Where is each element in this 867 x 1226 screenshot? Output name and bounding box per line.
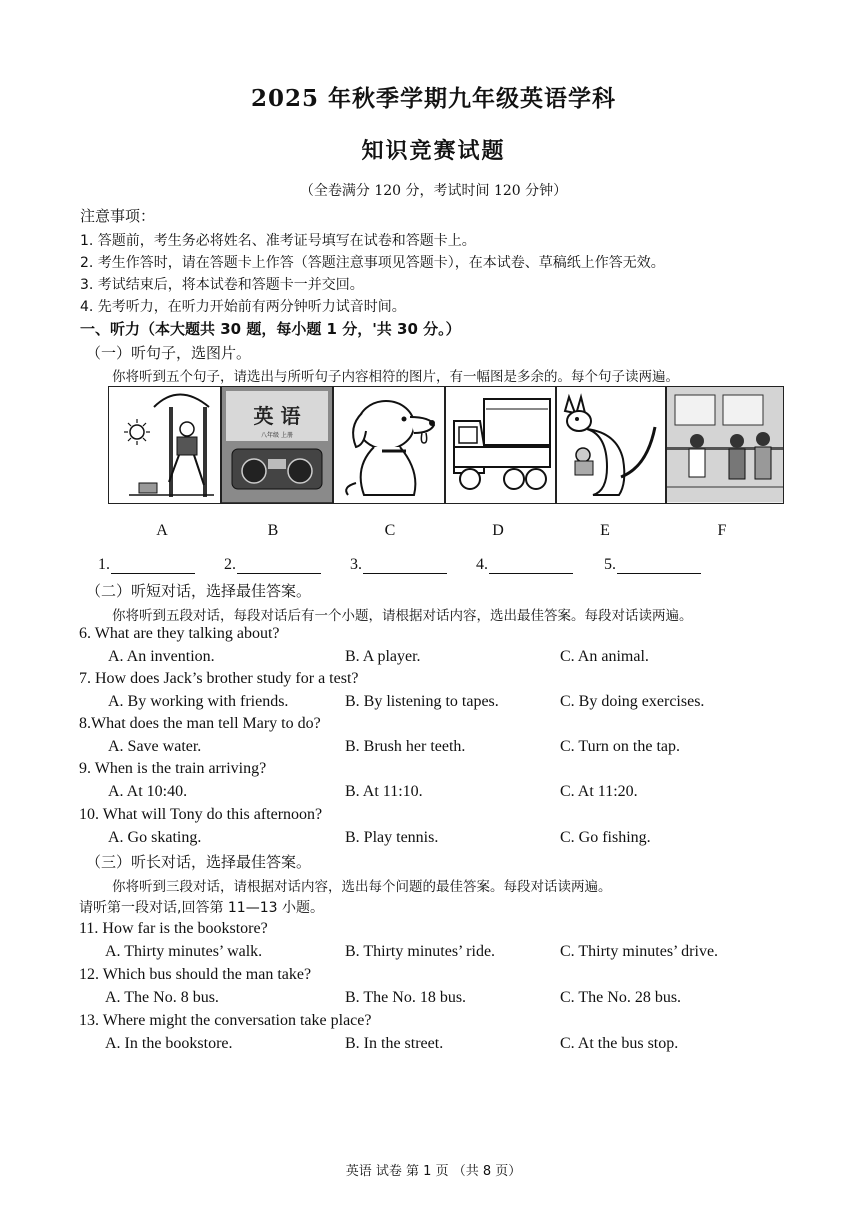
picture-b <box>221 386 333 504</box>
people-queueing-picture <box>667 387 783 502</box>
truck-picture <box>446 387 556 502</box>
question-7: 7. How does Jack’s brother study for a test? <box>79 670 359 687</box>
blank-line <box>489 559 573 574</box>
answer-blank-2[interactable] <box>224 556 321 574</box>
question-13: 13. Where might the conversation take place? <box>79 1012 372 1029</box>
exam-subtitle-title: 知识竞赛试题 <box>361 138 506 164</box>
option-11c[interactable]: C. Thirty minutes’ drive. <box>560 943 719 960</box>
person-sunbathing-picture <box>109 387 219 502</box>
note-item: 3. 考试结束后，将本试卷和答题卡一并交回。 <box>80 277 364 293</box>
answer-blank-4[interactable] <box>476 556 573 574</box>
question-8: 8.What does the man tell Mary to do? <box>79 715 321 732</box>
blank-number: 3. <box>350 556 362 573</box>
option-6c[interactable]: C. An animal. <box>560 648 649 665</box>
option-8a[interactable]: A. Save water. <box>108 738 202 755</box>
option-8b[interactable]: B. Brush her teeth. <box>345 738 466 755</box>
option-8c[interactable]: C. Turn on the tap. <box>560 738 681 755</box>
question-10: 10. What will Tony do this afternoon? <box>79 806 323 823</box>
part2-heading: （二）听短对话，选择最佳答案。 <box>86 582 312 600</box>
picture-d <box>445 386 556 504</box>
option-13b[interactable]: B. In the street. <box>345 1035 444 1052</box>
note-item: 1. 答题前，考生务必将姓名、准考证号填写在试卷和答题卡上。 <box>80 233 476 249</box>
blank-number: 5. <box>604 556 616 573</box>
answer-blank-5[interactable] <box>604 556 701 574</box>
picture-c <box>333 386 445 504</box>
blank-line <box>237 559 321 574</box>
page-footer: 英语 试卷 第 1 页 （共 8 页） <box>345 1164 522 1179</box>
textbook-title: 英 语 <box>253 404 301 428</box>
section-heading: 一、听力（本大题共 30 题，每小题 1 分，'共 30 分。） <box>80 320 461 338</box>
note-item: 4. 先考听力，在听力开始前有两分钟听力试音时间。 <box>80 299 406 315</box>
option-6b[interactable]: B. A player. <box>345 648 421 665</box>
blank-number: 4. <box>476 556 488 573</box>
picture-label-b: B <box>267 522 279 539</box>
option-13c[interactable]: C. At the bus stop. <box>560 1035 679 1052</box>
picture-label-e: E <box>600 522 610 539</box>
answer-blank-1[interactable] <box>98 556 195 574</box>
option-11a[interactable]: A. Thirty minutes’ walk. <box>105 943 263 960</box>
option-12a[interactable]: A. The No. 8 bus. <box>105 989 219 1006</box>
exam-title: 2025 年秋季学期九年级英语学科 <box>250 85 617 112</box>
note-item: 2. 考生作答时，请在答题卡上作答（答题注意事项见答题卡），在本试卷、草稿纸上作答无效。 <box>80 255 665 271</box>
blank-line <box>111 559 195 574</box>
option-10c[interactable]: C. Go fishing. <box>560 829 651 846</box>
answer-blank-3[interactable] <box>350 556 447 574</box>
textbook-grade: 八年级 上册 <box>261 432 293 439</box>
question-12: 12. Which bus should the man take? <box>79 966 312 983</box>
picture-label-d: D <box>492 522 504 539</box>
option-9c[interactable]: C. At 11:20. <box>560 783 638 800</box>
part1-instruction: 你将听到五个句子，请选出与所听句子内容相符的图片，有一幅图是多余的。每个句子读两遍。 <box>112 369 679 385</box>
part2-instruction: 你将听到五段对话，每段对话后有一个小题，请根据对话内容，选出最佳答案。每段对话读两遍。 <box>112 608 693 624</box>
blank-number: 1. <box>98 556 110 573</box>
question-11: 11. How far is the bookstore? <box>79 920 268 937</box>
dog-picture <box>334 387 444 502</box>
part1-heading: （一）听句子，选图片。 <box>86 344 252 362</box>
option-11b[interactable]: B. Thirty minutes’ ride. <box>345 943 496 960</box>
question-9: 9. When is the train arriving? <box>79 760 267 777</box>
blank-number: 2. <box>224 556 236 573</box>
option-12b[interactable]: B. The No. 18 bus. <box>345 989 467 1006</box>
option-10b[interactable]: B. Play tennis. <box>345 829 439 846</box>
notes-heading: 注意事项： <box>80 207 156 225</box>
picture-label-c: C <box>384 522 396 539</box>
part3-heading: （三）听长对话，选择最佳答案。 <box>86 853 312 871</box>
option-7b[interactable]: B. By listening to tapes. <box>345 693 499 710</box>
part3-sub-instruction: 请听第一段对话,回答第 11—13 小题。 <box>79 900 324 916</box>
kangaroo-picture <box>557 387 665 502</box>
english-textbook-picture <box>222 387 332 502</box>
option-13a[interactable]: A. In the bookstore. <box>105 1035 233 1052</box>
option-6a[interactable]: A. An invention. <box>108 648 215 665</box>
option-9b[interactable]: B. At 11:10. <box>345 783 423 800</box>
blank-line <box>363 559 447 574</box>
part3-instruction: 你将听到三段对话，请根据对话内容，选出每个问题的最佳答案。每段对话读两遍。 <box>112 879 612 895</box>
picture-label-f: F <box>717 522 727 539</box>
picture-a <box>108 386 221 504</box>
picture-f <box>666 386 784 504</box>
option-7a[interactable]: A. By working with friends. <box>108 693 289 710</box>
question-6: 6. What are they talking about? <box>79 625 280 642</box>
blank-line <box>617 559 701 574</box>
picture-e <box>556 386 666 504</box>
exam-score-time: （全卷满分 120 分，考试时间 120 分钟） <box>299 183 568 199</box>
option-12c[interactable]: C. The No. 28 bus. <box>560 989 682 1006</box>
option-7c[interactable]: C. By doing exercises. <box>560 693 705 710</box>
option-10a[interactable]: A. Go skating. <box>108 829 202 846</box>
option-9a[interactable]: A. At 10:40. <box>108 783 188 800</box>
picture-label-a: A <box>156 522 168 539</box>
